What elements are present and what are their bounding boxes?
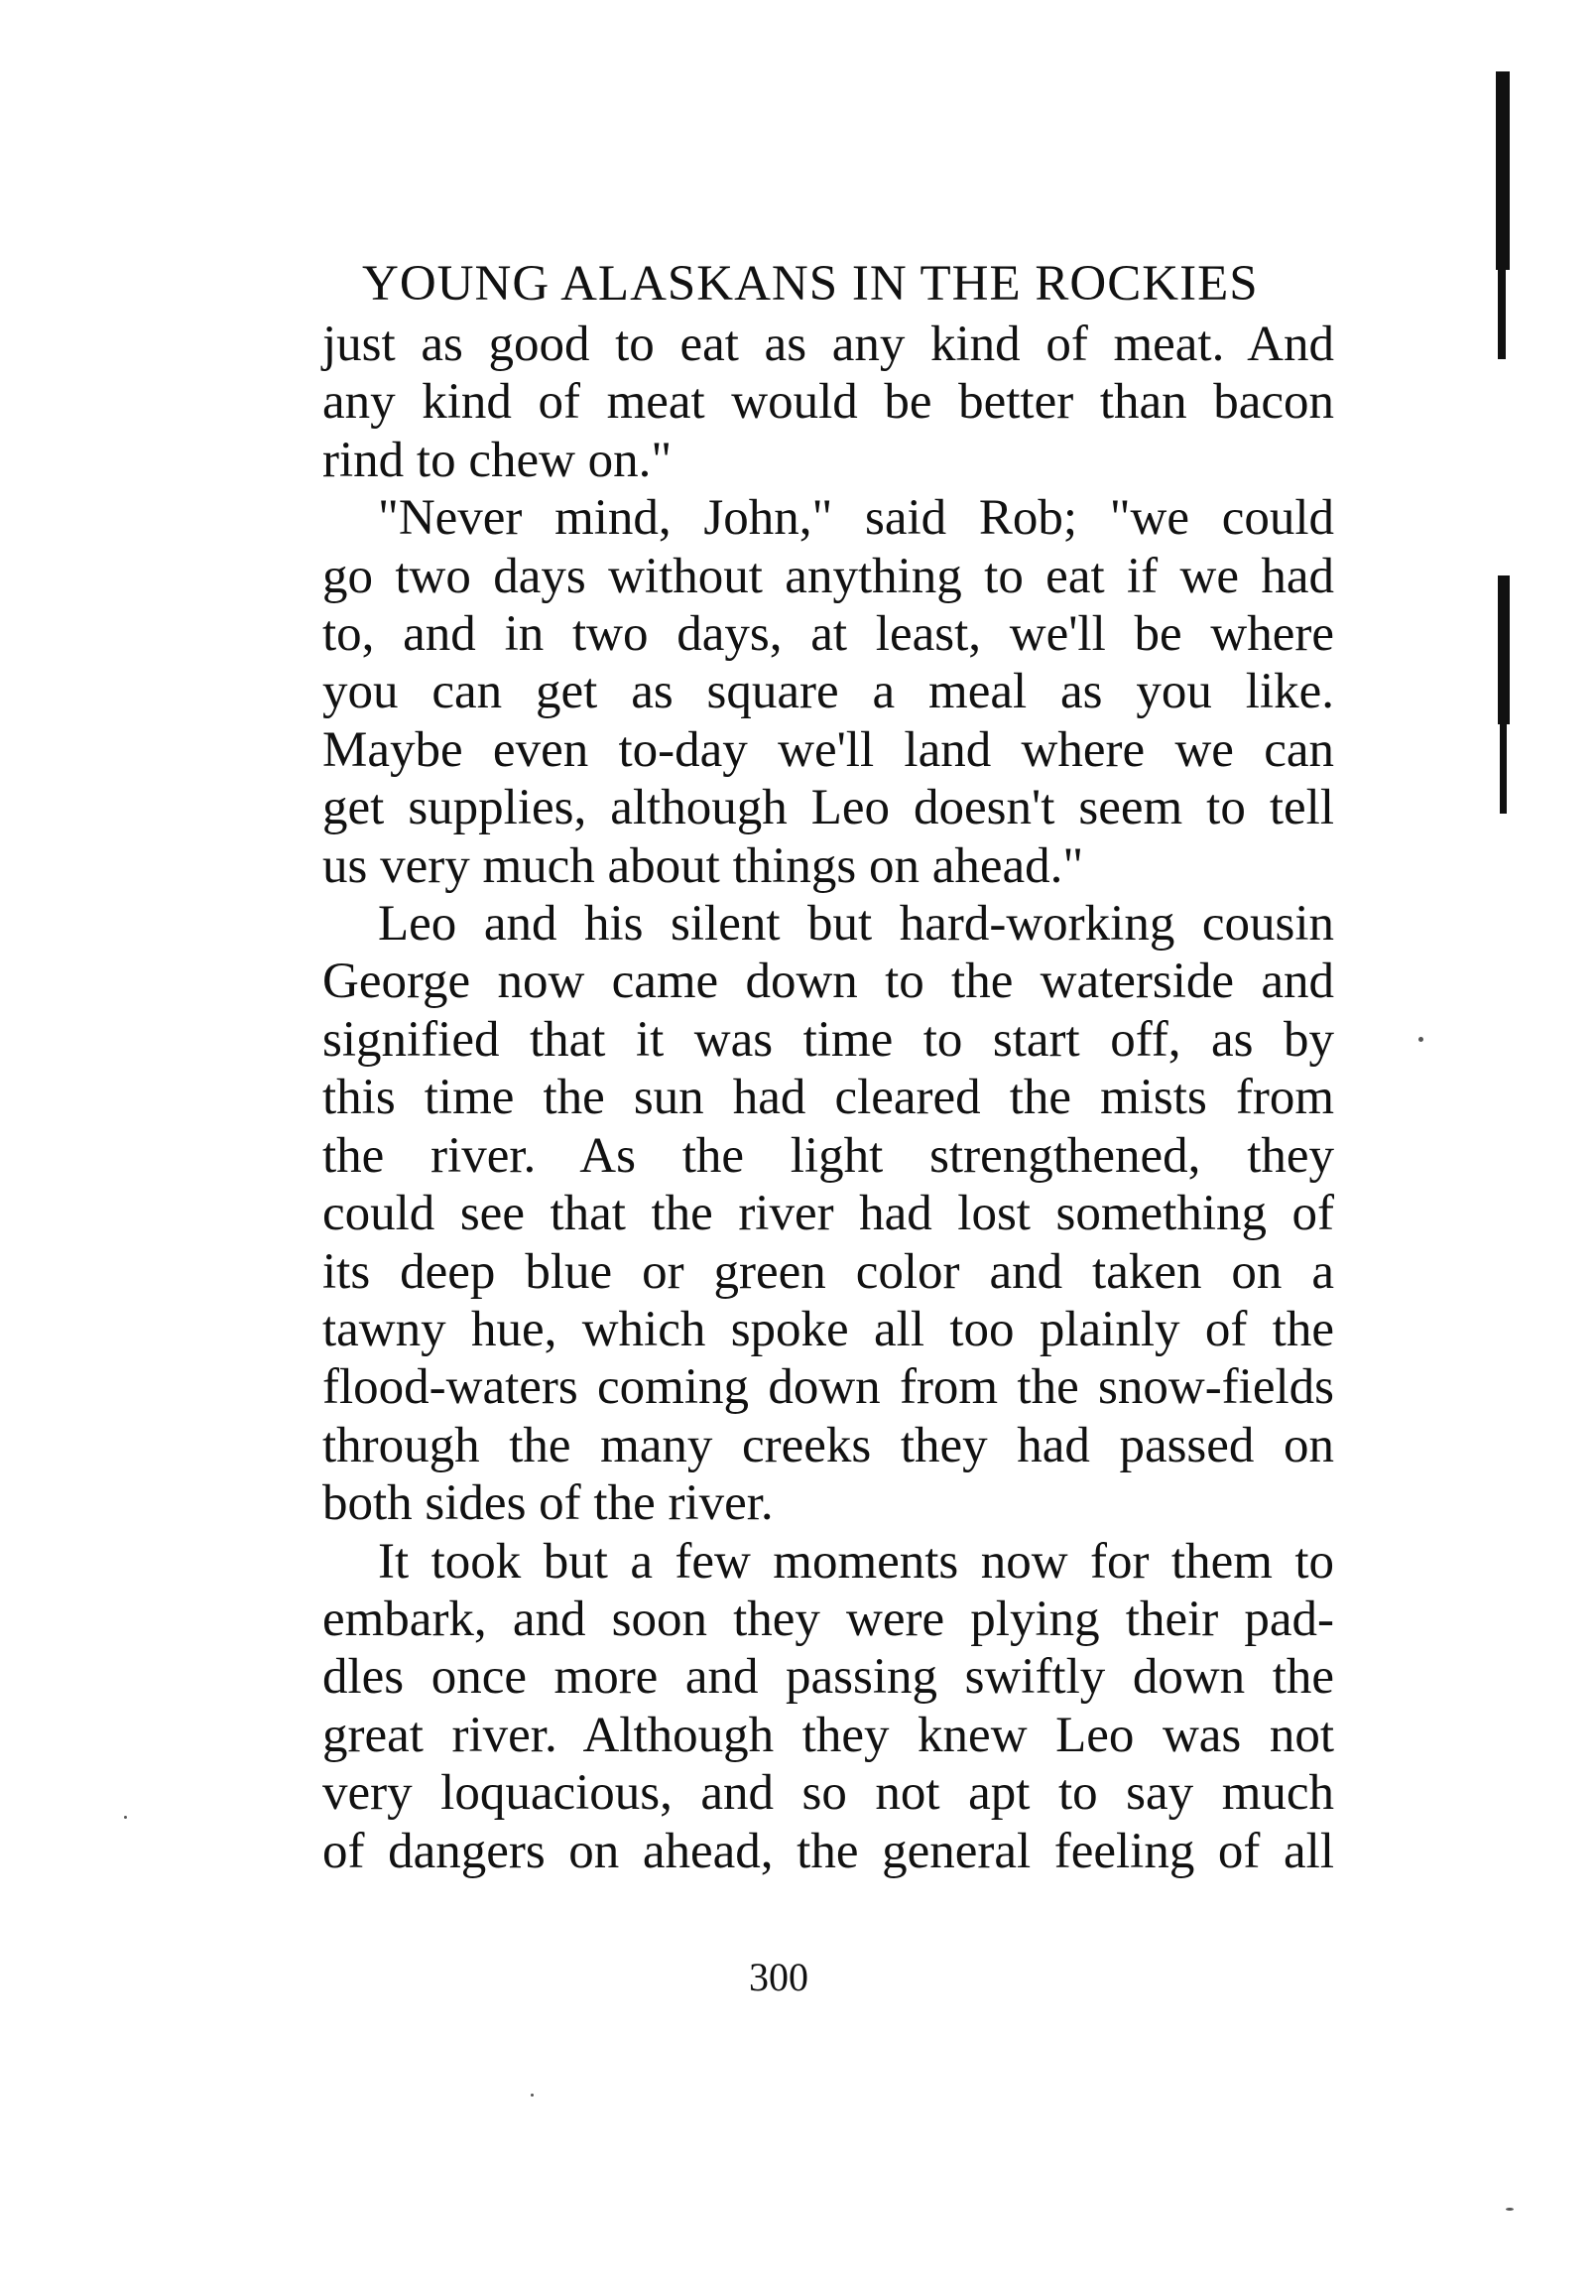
text-line: go two days without anything to eat if we had [322,548,1334,604]
text-line: just as good to eat as any kind of meat. And [322,317,1334,372]
running-header: YOUNG ALASKANS IN THE ROCKIES [362,256,1259,312]
text-line: us very much about things on ahead." [322,837,1084,894]
text-line: embark, and soon they were plying their pad- [322,1591,1334,1647]
text-line: rind to chew on." [322,432,673,488]
text-line: any kind of meat would be better than bacon [322,374,1334,431]
scan-edge-mark-top [1496,71,1510,270]
text-line: great river. Although they knew Leo was not [322,1707,1334,1763]
body-text [322,316,1334,1880]
text-line: you can get as square a meal as you like. [322,664,1334,720]
text-line: this time the sun had cleared the mists from [322,1070,1334,1126]
text-line: get supplies, although Leo doesn't seem to tell [322,780,1334,836]
text-line: George now came down to the waterside and [322,954,1334,1010]
scan-speck [1506,2208,1514,2211]
text-line: very loquacious, and so not apt to say much [322,1765,1334,1822]
text-line: to, and in two days, at least, we'll be where [322,606,1334,663]
scan-edge-mark-top-tail [1498,270,1506,359]
paragraph [322,316,1334,489]
scan-edge-mark-mid [1498,575,1510,724]
scan-speck [1418,1037,1423,1042]
text-line: dles once more and passing swiftly down the [322,1649,1334,1706]
paragraph [322,489,1334,895]
text-line: "Never mind, John," said Rob; "we could [378,490,1334,547]
text-line: through the many creeks they had passed on [322,1417,1334,1473]
text-line: Leo and his silent but hard-working cousin [378,896,1334,953]
text-line: of dangers on ahead, the general feeling of all [322,1823,1334,1879]
page-number: 300 [749,1955,808,1999]
text-line: could see that the river had lost something of [322,1186,1334,1242]
text-line: tawny hue, which spoke all too plainly of the [322,1301,1334,1357]
scan-speck [531,2094,534,2097]
text-line: both sides of the river. [322,1475,774,1532]
scan-edge-mark-mid-tail [1500,724,1507,814]
text-line: the river. As the light strengthened, they [322,1127,1334,1184]
paragraph [322,1533,1334,1880]
text-line: flood-waters coming down from the snow-fields [322,1359,1334,1416]
paragraph [322,895,1334,1532]
text-line: It took but a few moments now for them to [378,1533,1334,1590]
text-line: its deep blue or green color and taken on a [322,1243,1334,1300]
text-line: signified that it was time to start off, as by [322,1011,1334,1068]
text-line: Maybe even to-day we'll land where we can [322,721,1334,778]
scan-speck [124,1816,127,1819]
